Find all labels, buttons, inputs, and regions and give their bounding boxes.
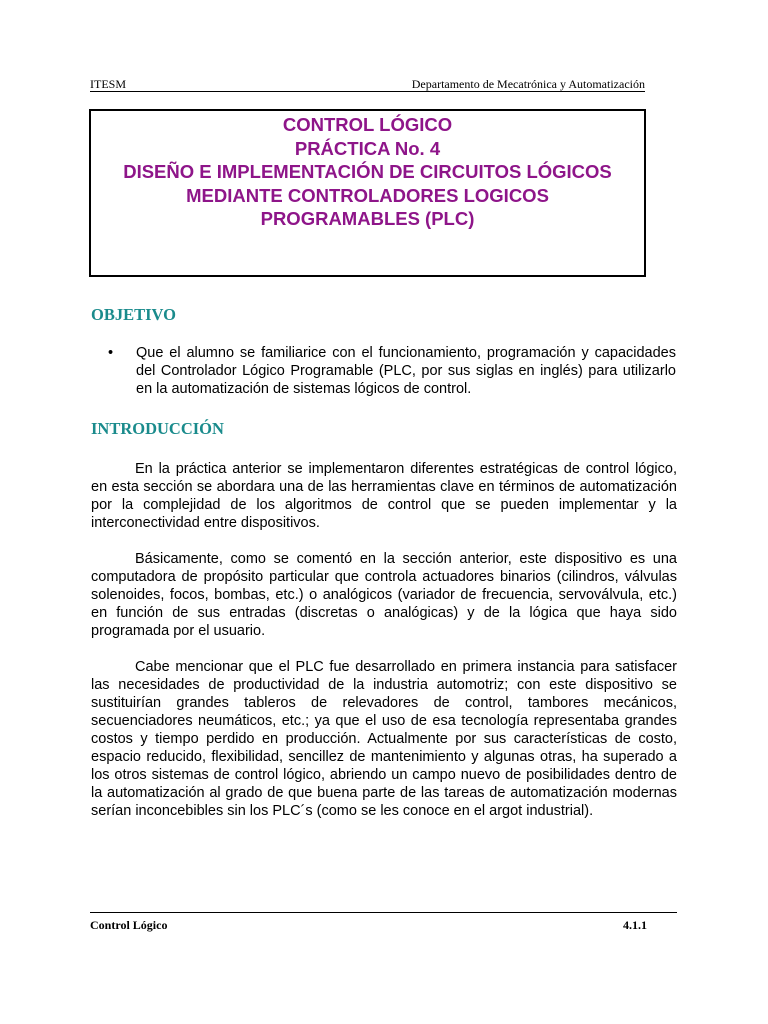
title-line-practice: PRÁCTICA No. 4 (294, 137, 441, 159)
page-header (90, 77, 645, 92)
title-line-topic: DISEÑO E IMPLEMENTACIÓN DE CIRCUITOS LÓGICOS (123, 161, 612, 182)
intro-paragraph-3 (91, 658, 677, 820)
footer-course: Control Lógico (90, 918, 168, 932)
objetivo-heading: OBJETIVO (91, 305, 176, 324)
title-line-topic-end: PROGRAMABLES (PLC) (260, 208, 475, 229)
page-footer (90, 918, 647, 933)
footer-page-number: 4.1.1 (623, 918, 647, 932)
intro-paragraph-1-text: En la práctica anterior se implementaron diferentes estratégicas de control lógico, en esta sección se abordara una de las herramientas clave en términos de automatización por la complejidad de los algoritmos de control que se pueden implementar y la interconectividad entre dispositivos. (91, 461, 677, 531)
header-department: Departamento de Mecatrónica y Automatización (411, 77, 645, 91)
intro-paragraph-1 (91, 460, 677, 532)
objetivo-text: Que el alumno se familiarice con el funcionamiento, programación y capacidades del Controlador Lógico Programable (PLC, por sus siglas en inglés) para utilizarlo en la automatización de sistemas lógicos de control. (136, 345, 676, 397)
title-line-course: CONTROL LÓGICO (282, 114, 453, 135)
intro-paragraph-2-text: Básicamente, como se comentó en la sección anterior, este dispositivo es una computadora de propósito particular que controla actuadores binarios (cilindros, válvulas solenoides, focos, bombas, etc.) o analógicos (variador de frecuencia, servoválvula, etc.) en función de sus entradas (discretas o analógicas) y de la lógica que haya sido programada por el usuario. (91, 551, 677, 639)
bullet-icon: • (108, 345, 114, 361)
intro-paragraph-2 (91, 550, 677, 640)
header-institution: ITESM (90, 77, 126, 91)
objetivo-bullet (108, 344, 676, 398)
title-line-topic-cont: MEDIANTE CONTROLADORES LOGICOS (186, 184, 549, 206)
footer-divider (90, 912, 677, 913)
introduccion-heading: INTRODUCCIÓN (91, 419, 224, 438)
title-box (89, 109, 646, 277)
intro-paragraph-3-text: Cabe mencionar que el PLC fue desarrollado en primera instancia para satisfacer las necesidades de productividad de la industria automotriz; con este dispositivo se sustituirían grandes tableros de relevadores de control, tambores mecánicos, secuenciadores neumáticos, etc.; ya que el uso de esa tecnología representaba grandes costos y tiempo perdido en producción. Actualmente por sus características de costo, espacio reducido, flexibilidad, sencillez de mantenimiento y algunas otras, ha superado a los otros sistemas de control lógico, abriendo un campo nuevo de posibilidades dentro de la automatización al grado de que buena parte de las tareas de automatización modernas serían inconcebibles sin los PLC´s (como se les conoce en el argot industrial). (91, 659, 677, 819)
